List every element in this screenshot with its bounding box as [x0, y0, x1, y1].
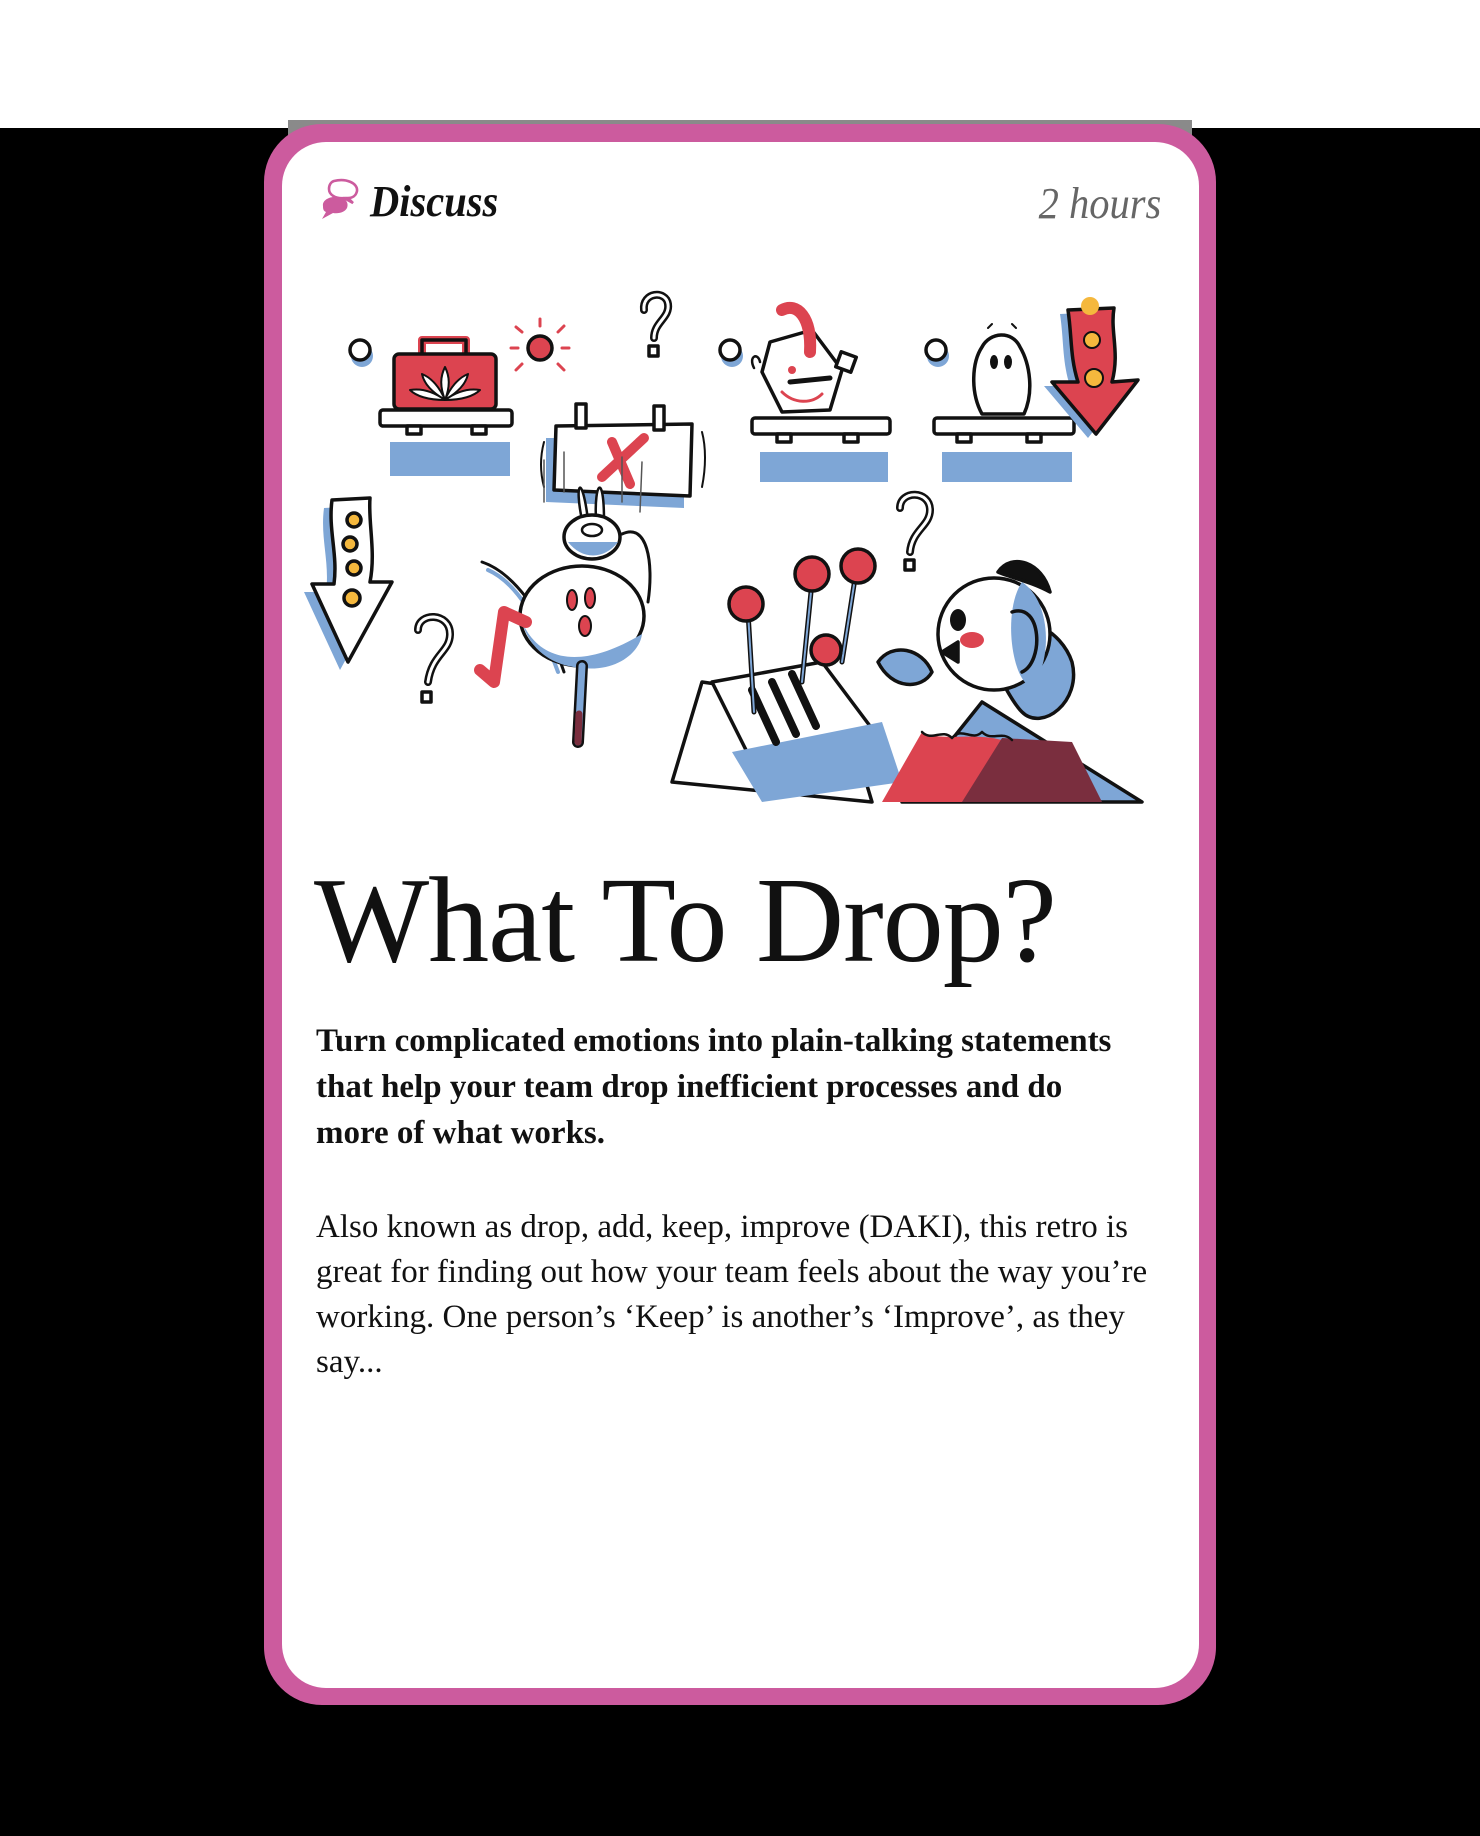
card-subtitle: Turn complicated emotions into plain-talking statements that help your team drop inefficient processes and do more of what works. — [316, 1023, 1112, 1151]
clown-character — [878, 562, 1142, 802]
category-label: Discuss — [370, 177, 499, 226]
ghost-character-shelf — [934, 324, 1074, 482]
lever-machine — [672, 549, 902, 802]
duration-label: 2 hours — [1038, 179, 1161, 228]
card-body — [282, 142, 1199, 1688]
calendar-sign — [541, 404, 705, 508]
card-description: Also known as drop, add, keep, improve (DAKI), this retro is great for finding out how your team feels about the way you’re working. One person’s ‘Keep’ is another’s ‘Improve’, as they say... — [316, 1209, 1148, 1380]
card-title: What To Drop? — [314, 853, 1056, 988]
yellow-dot-down-arrow — [304, 498, 392, 670]
top-margin — [0, 0, 1480, 128]
activity-card[interactable] — [264, 124, 1216, 1705]
dice-character-shelf — [752, 308, 890, 482]
retro-characters-illustration — [282, 142, 1199, 842]
toolbox-shelf — [380, 340, 512, 476]
